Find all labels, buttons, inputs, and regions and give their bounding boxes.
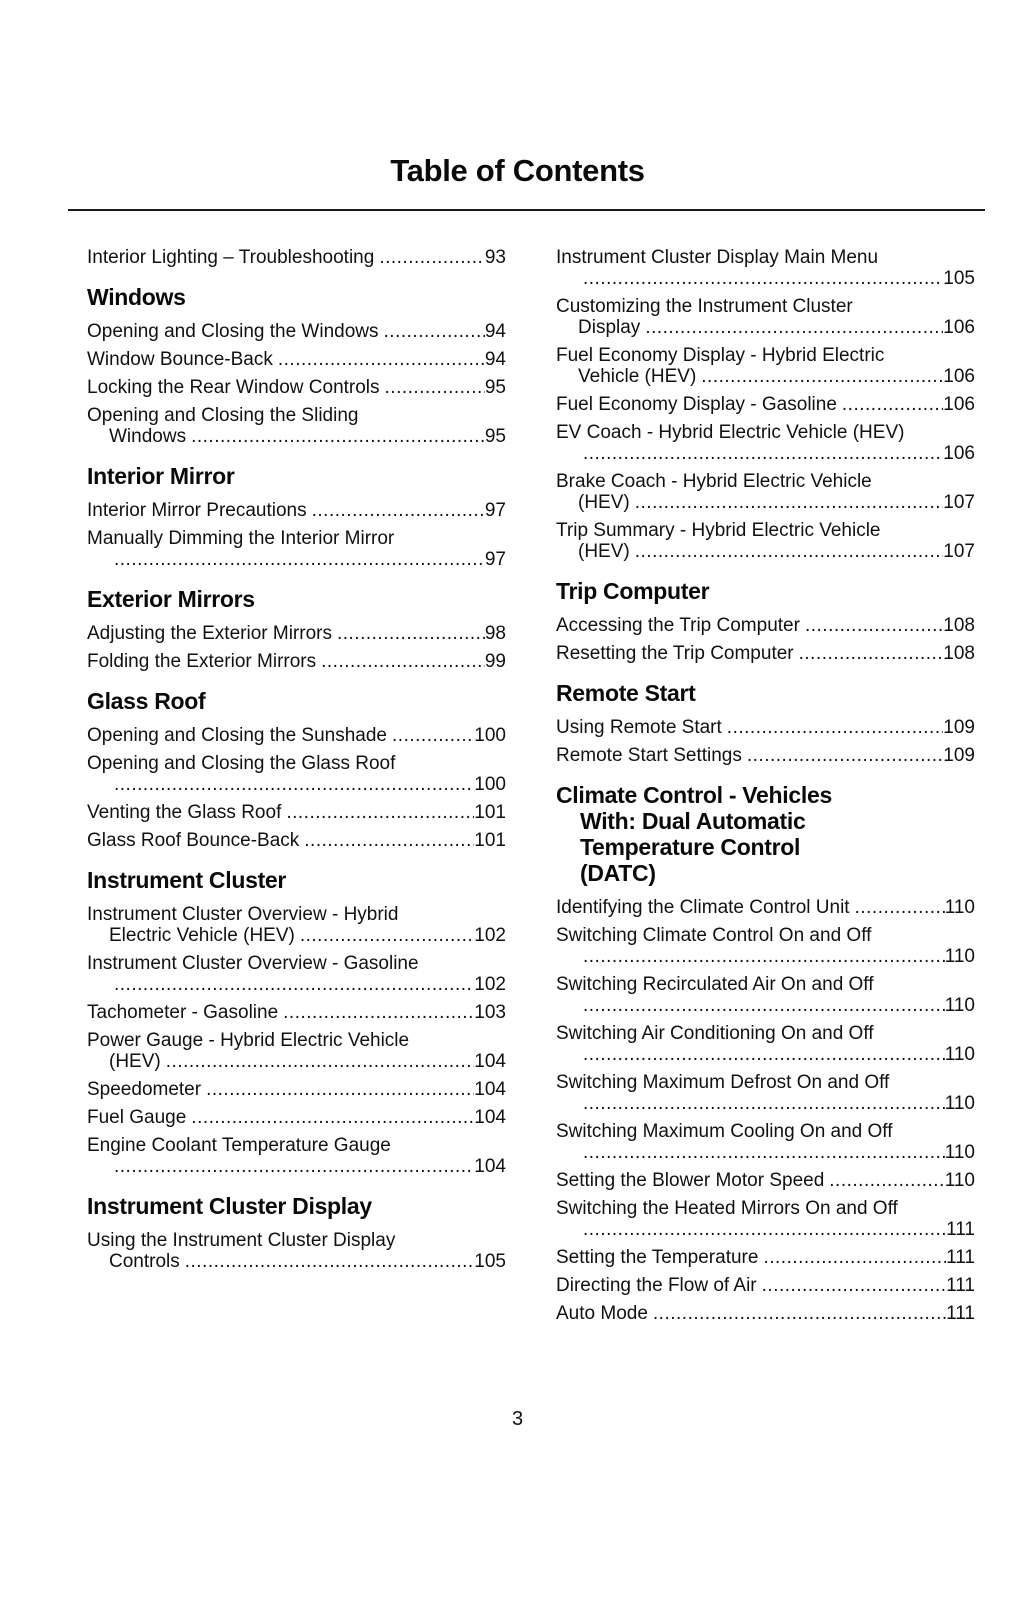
toc-entry [87,623,506,644]
entry-text: Switching Recirculated Air On and Off [556,974,874,995]
dot-leader [762,1275,946,1296]
toc-entry [556,1023,975,1065]
toc-entry [556,1247,975,1268]
entry-page-ref: 104 [474,1079,506,1100]
toc-entry [87,725,506,746]
entry-page-ref: 97 [484,549,506,570]
entry-text: Window Bounce-Back [87,349,273,370]
toc-entry-line [556,1121,975,1142]
entry-text: Switching Maximum Cooling On and Off [556,1121,893,1142]
section-heading [556,782,975,886]
toc-entry [556,643,975,664]
page-number: 3 [511,1408,524,1430]
section-heading [87,463,506,489]
entry-page-ref: 106 [943,366,975,387]
toc-entry [556,1121,975,1163]
toc-entry [556,1275,975,1296]
toc-entry-line [556,1142,975,1163]
entry-text: Power Gauge - Hybrid Electric Vehicle [87,1030,410,1051]
toc-entry [556,422,975,464]
entry-text: Instrument Cluster Display Main Menu [556,247,879,268]
entry-page-ref: 111 [946,1275,975,1296]
entry-page-ref: 97 [484,500,506,521]
dot-leader [727,717,944,738]
dot-leader [300,925,474,946]
toc-entry-line [87,549,506,570]
toc-columns [87,247,975,1331]
toc-entry-line [87,426,506,447]
entry-page-ref: 107 [943,492,975,513]
toc-entry [87,651,506,672]
entry-text: Switching the Heated Mirrors On and Off [556,1198,898,1219]
entry-text: Setting the Blower Motor Speed [556,1170,825,1191]
toc-entry-line [87,1079,506,1100]
section-heading-line: Trip Computer [556,578,710,604]
toc-entry-line [87,725,506,746]
entry-page-ref: 110 [944,995,975,1016]
dot-leader [321,651,485,672]
section-heading-line: With: Dual Automatic [580,808,806,834]
entry-text: Identifying the Climate Control Unit [556,897,850,918]
entry-page-ref: 111 [946,1219,975,1240]
toc-entry [87,830,506,851]
entry-text: Switching Climate Control On and Off [556,925,872,946]
entry-text: (HEV) [109,1051,161,1072]
section-heading-line: Glass Roof [87,688,206,714]
entry-page-ref: 110 [944,946,975,967]
dot-leader [185,1251,475,1272]
entry-text: Windows [109,426,187,447]
entry-page-ref: 105 [474,1251,506,1272]
dot-leader [114,1156,474,1177]
entry-text: Switching Maximum Defrost On and Off [556,1072,890,1093]
toc-entry [556,296,975,338]
toc-entry [556,925,975,967]
toc-entry-line [556,1219,975,1240]
toc-entry-line [556,745,975,766]
entry-text: Controls [109,1251,180,1272]
toc-entry [556,1170,975,1191]
toc-column-right [556,247,975,1331]
toc-entry-line [87,623,506,644]
toc-entry-line [556,995,975,1016]
entry-text: EV Coach - Hybrid Electric Vehicle (HEV) [556,422,905,443]
entry-text: Fuel Economy Display - Hybrid Electric [556,345,885,366]
dot-leader [304,830,474,851]
toc-entry [87,802,506,823]
toc-entry-line [556,717,975,738]
dot-leader [312,500,485,521]
toc-entry-line [87,651,506,672]
section-heading [556,680,975,706]
toc-entry-line [87,1107,506,1128]
entry-text: Glass Roof Bounce-Back [87,830,300,851]
toc-entry-line [87,247,506,268]
toc-entry-line [556,615,975,636]
toc-entry [87,1002,506,1023]
dot-leader [701,366,943,387]
toc-entry-line [556,1044,975,1065]
toc-entry [87,528,506,570]
section-heading [87,867,506,893]
dot-leader [206,1079,474,1100]
title-divider [68,209,985,211]
toc-entry-line [556,1170,975,1191]
dot-leader [635,492,944,513]
toc-entry [556,1303,975,1324]
dot-leader [583,995,945,1016]
dot-leader [805,615,943,636]
entry-text: Using Remote Start [556,717,722,738]
entry-page-ref: 110 [944,1142,975,1163]
toc-entry-line [556,1072,975,1093]
dot-leader [583,946,945,967]
entry-page-ref: 94 [484,349,506,370]
toc-entry-line [556,366,975,387]
toc-entry [87,500,506,521]
toc-entry-line [87,904,506,925]
section-heading [87,688,506,714]
entry-page-ref: 94 [484,321,506,342]
entry-text: Manually Dimming the Interior Mirror [87,528,395,549]
toc-entry-line [87,528,506,549]
dot-leader [114,974,474,995]
toc-entry-line [556,1247,975,1268]
entry-text: Venting the Glass Roof [87,802,282,823]
toc-entry-line [87,1030,506,1051]
toc-entry-line [87,1251,506,1272]
toc-entry [556,247,975,289]
entry-page-ref: 109 [943,717,975,738]
entry-page-ref: 101 [474,802,506,823]
toc-column-left [87,247,506,1331]
entry-page-ref: 93 [484,247,506,268]
toc-entry-line [556,1093,975,1114]
toc-entry [556,615,975,636]
entry-text: Resetting the Trip Computer [556,643,794,664]
section-heading [556,578,975,604]
toc-entry [556,520,975,562]
toc-entry-line [87,377,506,398]
dot-leader [191,426,485,447]
dot-leader [337,623,485,644]
toc-entry-line [87,1051,506,1072]
section-heading-line: (DATC) [580,860,656,886]
entry-text: Opening and Closing the Glass Roof [87,753,396,774]
section-heading-line: Climate Control - Vehicles [556,782,832,808]
entry-text: (HEV) [578,492,630,513]
entry-text: Trip Summary - Hybrid Electric Vehicle [556,520,881,541]
section-heading-line: Instrument Cluster [87,867,287,893]
dot-leader [384,321,485,342]
toc-entry-line [87,974,506,995]
dot-leader [583,443,943,464]
toc-entry-line [556,268,975,289]
entry-page-ref: 110 [944,1044,975,1065]
entry-page-ref: 104 [474,1156,506,1177]
entry-text: Electric Vehicle (HEV) [109,925,295,946]
toc-entry-line [87,802,506,823]
toc-entry-line [556,925,975,946]
entry-text: Directing the Flow of Air [556,1275,757,1296]
toc-entry-line [87,953,506,974]
dot-leader [583,268,943,289]
entry-page-ref: 111 [946,1247,975,1268]
entry-text: Engine Coolant Temperature Gauge [87,1135,391,1156]
toc-entry-line [556,492,975,513]
entry-page-ref: 102 [474,925,506,946]
toc-entry-line [87,321,506,342]
entry-text: Auto Mode [556,1303,648,1324]
entry-text: Instrument Cluster Overview - Hybrid [87,904,399,925]
toc-entry-line [556,1023,975,1044]
section-heading-line: Interior Mirror [87,463,235,489]
entry-page-ref: 99 [484,651,506,672]
toc-entry [87,405,506,447]
toc-entry [556,345,975,387]
entry-text: Folding the Exterior Mirrors [87,651,317,672]
section-heading [87,1193,506,1219]
dot-leader [114,549,485,570]
entry-page-ref: 104 [474,1107,506,1128]
dot-leader [635,541,944,562]
section-heading-line: Exterior Mirrors [87,586,255,612]
entry-text: Customizing the Instrument Cluster [556,296,853,317]
entry-page-ref: 108 [943,615,975,636]
toc-entry [556,394,975,415]
section-heading [87,586,506,612]
toc-entry [87,1230,506,1272]
entry-page-ref: 107 [943,541,975,562]
toc-entry-line [556,317,975,338]
toc-entry [556,1198,975,1240]
toc-entry-line [556,345,975,366]
dot-leader [166,1051,475,1072]
dot-leader [799,643,944,664]
toc-entry-line [87,753,506,774]
toc-entry [87,953,506,995]
entry-text: Display [578,317,641,338]
dot-leader [829,1170,944,1191]
entry-page-ref: 102 [474,974,506,995]
dot-leader [583,1044,945,1065]
entry-text: Vehicle (HEV) [578,366,697,387]
entry-page-ref: 101 [474,830,506,851]
toc-entry [556,1072,975,1114]
entry-text: Locking the Rear Window Controls [87,377,380,398]
toc-entry-line [556,946,975,967]
toc-entry [87,1107,506,1128]
entry-text: Opening and Closing the Windows [87,321,379,342]
dot-leader [842,394,943,415]
section-heading-line: Temperature Control [580,834,801,860]
toc-entry [87,1079,506,1100]
toc-entry-line [556,247,975,268]
toc-entry [87,904,506,946]
section-heading-line: Remote Start [556,680,696,706]
toc-entry [87,349,506,370]
toc-entry-line [87,500,506,521]
toc-entry-line [87,1135,506,1156]
toc-entry [87,247,506,268]
dot-leader [392,725,474,746]
toc-entry [556,717,975,738]
section-heading-line: Windows [87,284,186,310]
toc-entry [87,753,506,795]
entry-page-ref: 106 [943,394,975,415]
toc-entry-line [556,974,975,995]
entry-text: Using the Instrument Cluster Display [87,1230,396,1251]
dot-leader [583,1142,945,1163]
toc-entry-line [87,1002,506,1023]
entry-text: Speedometer [87,1079,202,1100]
entry-page-ref: 100 [474,774,506,795]
toc-entry-line [87,1156,506,1177]
entry-text: Interior Lighting – Troubleshooting [87,247,375,268]
toc-entry-line [87,830,506,851]
dot-leader [278,349,485,370]
toc-entry-line [556,471,975,492]
toc-entry [556,974,975,1016]
entry-text: Opening and Closing the Sliding [87,405,359,426]
entry-text: Opening and Closing the Sunshade [87,725,388,746]
dot-leader [583,1093,945,1114]
toc-entry [87,377,506,398]
dot-leader [379,247,485,268]
toc-entry-line [556,520,975,541]
dot-leader [385,377,485,398]
dot-leader [283,1002,474,1023]
toc-entry-line [556,643,975,664]
entry-page-ref: 108 [943,643,975,664]
entry-text: Adjusting the Exterior Mirrors [87,623,332,644]
toc-entry-line [556,422,975,443]
toc-entry-line [556,1275,975,1296]
toc-entry [556,897,975,918]
toc-entry-line [556,541,975,562]
toc-entry-line [87,349,506,370]
entry-text: Instrument Cluster Overview - Gasoline [87,953,419,974]
entry-text: Brake Coach - Hybrid Electric Vehicle [556,471,872,492]
entry-page-ref: 110 [944,1093,975,1114]
page-title: Table of Contents [390,153,645,188]
toc-entry-line [556,897,975,918]
toc-entry-line [87,925,506,946]
dot-leader [286,802,474,823]
entry-text: Tachometer - Gasoline [87,1002,279,1023]
toc-entry [87,1030,506,1072]
dot-leader [583,1219,946,1240]
dot-leader [114,774,474,795]
toc-entry-line [87,1230,506,1251]
dot-leader [763,1247,946,1268]
entry-text: (HEV) [578,541,630,562]
entry-page-ref: 106 [943,317,975,338]
toc-entry [87,321,506,342]
entry-page-ref: 103 [474,1002,506,1023]
toc-entry [556,471,975,513]
dot-leader [191,1107,474,1128]
toc-entry-line [556,1303,975,1324]
entry-page-ref: 111 [946,1303,975,1324]
entry-text: Accessing the Trip Computer [556,615,800,636]
entry-text: Fuel Gauge [87,1107,187,1128]
entry-text: Setting the Temperature [556,1247,759,1268]
toc-entry-line [87,774,506,795]
entry-page-ref: 104 [474,1051,506,1072]
toc-entry-line [556,394,975,415]
entry-page-ref: 95 [484,377,506,398]
entry-page-ref: 100 [474,725,506,746]
entry-page-ref: 98 [484,623,506,644]
dot-leader [653,1303,946,1324]
entry-page-ref: 106 [943,443,975,464]
toc-entry [87,1135,506,1177]
dot-leader [747,745,943,766]
toc-entry-line [87,405,506,426]
entry-page-ref: 110 [944,1170,975,1191]
toc-entry-line [556,1198,975,1219]
entry-page-ref: 110 [944,897,975,918]
toc-entry-line [556,296,975,317]
toc-entry [556,745,975,766]
entry-page-ref: 109 [943,745,975,766]
entry-page-ref: 95 [484,426,506,447]
section-heading [87,284,506,310]
entry-page-ref: 105 [943,268,975,289]
entry-text: Interior Mirror Precautions [87,500,307,521]
section-heading-line: Instrument Cluster Display [87,1193,372,1219]
toc-entry-line [556,443,975,464]
dot-leader [645,317,943,338]
entry-text: Switching Air Conditioning On and Off [556,1023,874,1044]
entry-text: Fuel Economy Display - Gasoline [556,394,837,415]
dot-leader [855,897,945,918]
entry-text: Remote Start Settings [556,745,742,766]
